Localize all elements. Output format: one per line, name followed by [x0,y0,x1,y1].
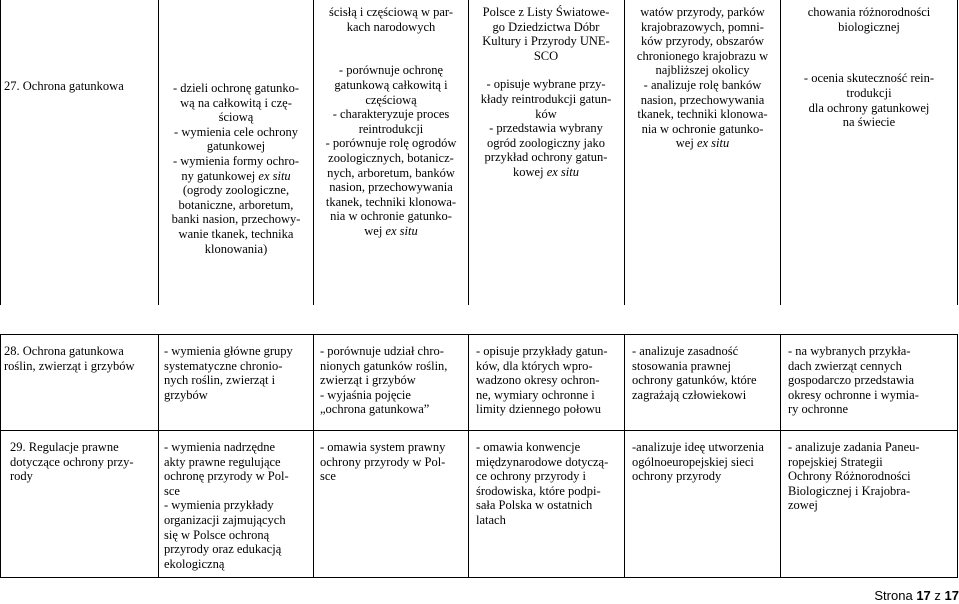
cell-text: - opisuje przykłady gatun- [476,344,608,358]
cell-text: -analizuje ideę utworzenia [632,440,764,454]
cell-text: kach narodowych [346,19,436,34]
cell-text: wą na całkowitą i czę- [180,95,292,110]
cell-text: - porównuje rolę ogrodów [325,136,457,151]
cell-text: okresy ochronne i wymia- [788,387,919,402]
cell-text: - dzieli ochronę gatunko- [173,81,299,95]
cell-text: sała Polska w ostatnich [476,498,593,513]
cell-text: „ochrona gatunkowa” [320,402,430,417]
cell-text: ropejskiej Strategii [788,454,883,469]
cell-row28-topic [4,344,156,373]
cell-row29-dostateczna [320,440,467,484]
cell-text: ny gatunkowej ex situ [181,168,291,183]
cell-text: stosowania prawnej [632,358,731,373]
cell-text: tkanek, techniki klonowa- [325,194,457,209]
cell-text: nasion, przechowywania [640,92,765,107]
cell-text: zowej [788,498,818,513]
cell-text: rody [10,469,33,484]
cell-text: systematyczne chronio- [164,358,283,373]
cell-text: wadzono okresy ochron- [476,373,600,388]
cell-text: ry ochronne [788,402,849,417]
cell-text: ściową [218,110,254,125]
cell-text: nia w ochronie gatunko- [330,209,452,224]
cell-text: - porównuje ochronę [338,63,444,78]
grid-line [624,0,625,305]
cell-text: grzybów [164,387,208,402]
cell-text: ścisłą i częściową w par- [329,5,453,19]
cell-text: Biologicznej i Krajobra- [788,483,911,498]
cell-text: najbliższej okolicy [655,63,750,78]
cell-text: sce [320,469,336,484]
cell-text: - wymienia główne grupy [164,344,293,358]
cell-row29-celujaca [788,440,956,513]
cell-text: nasion, przechowywania [329,180,453,195]
grid-line [158,334,159,578]
grid-line [313,0,314,305]
cell-text: Ochrony Różnorodności [788,469,911,484]
cell-text: - na wybranych przykła- [788,344,911,358]
cell-text: klonowania) [204,241,268,256]
cell-text: się w Polsce ochroną [164,527,270,542]
cell-text: banki nasion, przechowy- [171,212,301,227]
cell-row27-topic [4,79,154,94]
cell-text: 29. Regulacje prawne [10,440,119,454]
cell-text: zagrażają człowiekowi [632,387,747,402]
grid-line [957,0,958,305]
cell-text: ogród zoologiczny jako [486,135,606,150]
cell-text: przyrody oraz edukacją [164,542,282,557]
cell-text: kłady reintrodukcji gatun- [480,91,612,106]
cell-text: go Dziedzictwa Dóbr [492,19,600,34]
cell-text: - wymienia nadrzędne [164,440,276,454]
cell-row29-dopuszczajaca [164,440,312,571]
cell-text: gatunkową całkowitą i [334,77,448,92]
cell-text: - ocenia skuteczność rein- [803,71,935,86]
cell-text: częściową [365,92,417,107]
page-number [874,588,959,603]
cell-text: latach [476,512,506,527]
cell-text: ogólnoeuropejskiej sieci [632,454,754,469]
cell-text: nych, arboretum, banków [327,165,455,180]
cell-text: gatunkowej [206,139,266,154]
cell-text: reintrodukcji [358,121,424,136]
cell-text: nych roślin, zwierząt i [164,373,276,388]
cell-text: - wymienia przykłady [164,498,274,513]
page-current: 17 [916,588,931,603]
cell-text: Polsce z Listy Światowe- [482,5,610,19]
cell-text: nia w ochronie gatunko- [641,121,764,136]
cell-text: - charakteryzuje proces [332,107,450,122]
cell-text: dla ochrony gatunkowej [808,100,930,115]
cell-row27-dobra [470,5,622,180]
cell-text: - analizuje rolę banków [643,77,762,92]
cell-text: biologicznej [838,19,900,34]
cell-row28-celujaca [788,344,956,417]
grid-line [780,334,781,578]
cell-text: SCO [533,48,559,63]
cell-text [315,34,467,49]
cell-text: zoologicznych, botanicz- [328,150,454,165]
grid-line [0,334,958,335]
grid-line [158,0,159,305]
cell-text: watów przyrody, parków [640,5,765,19]
cell-text: - porównuje udział chro- [320,344,444,358]
cell-text: ków, dla których wpro- [476,358,593,373]
cell-text: organizacji zajmujących [164,512,286,527]
cell-text: tkanek, techniki klonowa- [637,107,768,122]
cell-text [315,49,467,64]
grid-line [468,334,469,578]
cell-text: zwierząt i grzybów [320,373,416,388]
cell-text: - omawia system prawny [320,440,446,454]
cell-text [782,34,956,49]
cell-text: wej ex situ [675,136,730,151]
cell-text: krajobrazowych, pomni- [641,19,764,34]
cell-text: wanie tkanek, technika [178,226,294,241]
cell-text: chowania różnorodności [807,5,931,19]
cell-text: na świecie [842,115,896,130]
cell-row27-celujaca [782,5,956,130]
cell-text: - wymienia formy ochro- [172,153,299,168]
cell-row29-dobra [476,440,623,528]
page-prefix: Strona [874,588,913,603]
cell-row27-dopuszczajaca [160,81,312,256]
cell-text: środowiska, które podpi- [476,483,601,498]
cell-text: Kultury i Przyrody UNE- [482,34,610,49]
grid-line [780,0,781,305]
cell-text: ków [535,106,557,121]
grid-line [0,577,958,578]
cell-text: ne, wymiary ochronne i [476,387,595,402]
cell-text: międzynarodowe dotyczą- [476,454,609,469]
cell-text: (ogrody zoologiczne, [182,183,290,198]
cell-text [782,49,956,64]
cell-text: 28. Ochrona gatunkowa [4,344,124,358]
grid-line [0,430,958,431]
cell-row29-bardzo-dobra [632,440,779,484]
page-separator: z [934,588,941,603]
cell-text: - opisuje wybrane przy- [486,77,606,92]
grid-line [0,0,1,305]
cell-text: - analizuje zasadność [632,344,739,358]
cell-text: dotyczące ochrony przy- [10,454,134,469]
cell-text: chronionego krajobrazu w [636,48,769,63]
cell-row28-dostateczna [320,344,467,417]
page-total: 17 [944,588,959,603]
cell-text: 27. Ochrona gatunkowa [4,79,124,93]
cell-text: - wymienia cele ochrony [174,124,298,139]
cell-row28-dopuszczajaca [164,344,312,402]
cell-text: - omawia konwencje [476,440,581,454]
cell-text: ochrony gatunków, które [632,373,757,388]
cell-text: botaniczne, arboretum, [178,197,294,212]
cell-text: - wyjaśnia pojęcie [320,387,411,402]
cell-text: roślin, zwierząt i grzybów [4,358,135,373]
cell-row29-topic [10,440,156,484]
cell-text: akty prawne regulujące [164,454,281,469]
cell-row28-bardzo-dobra [632,344,779,402]
grid-line [957,334,958,578]
grid-line [0,334,1,578]
cell-text: gospodarczo przedstawia [788,373,914,388]
grid-line [624,334,625,578]
cell-text: nionych gatunków roślin, [320,358,448,373]
cell-text: ków przyrody, obszarów [640,34,765,49]
cell-text: kowej ex situ [513,164,579,179]
cell-text: trodukcji [846,85,892,100]
cell-text: ce ochrony przyrody i [476,469,587,484]
cell-row27-dostateczna [315,5,467,239]
cell-text: przykład ochrony gatun- [484,150,608,165]
cell-text: limity dziennego połowu [476,402,601,417]
cell-row28-dobra [476,344,623,417]
cell-text: dach zwierząt cennych [788,358,902,373]
cell-text: wej ex situ [364,223,418,238]
cell-text: ochrony przyrody [632,469,722,484]
grid-line [468,0,469,305]
cell-text: ochronę przyrody w Pol- [164,469,289,484]
cell-text: sce [164,483,180,498]
grid-line [313,334,314,578]
cell-row27-bardzo-dobra [626,5,779,151]
cell-text: - przedstawia wybrany [489,121,603,136]
cell-text: ekologiczną [164,556,225,571]
cell-text: ochrony przyrody w Pol- [320,454,446,469]
cell-text: - analizuje zadania Paneu- [788,440,920,454]
